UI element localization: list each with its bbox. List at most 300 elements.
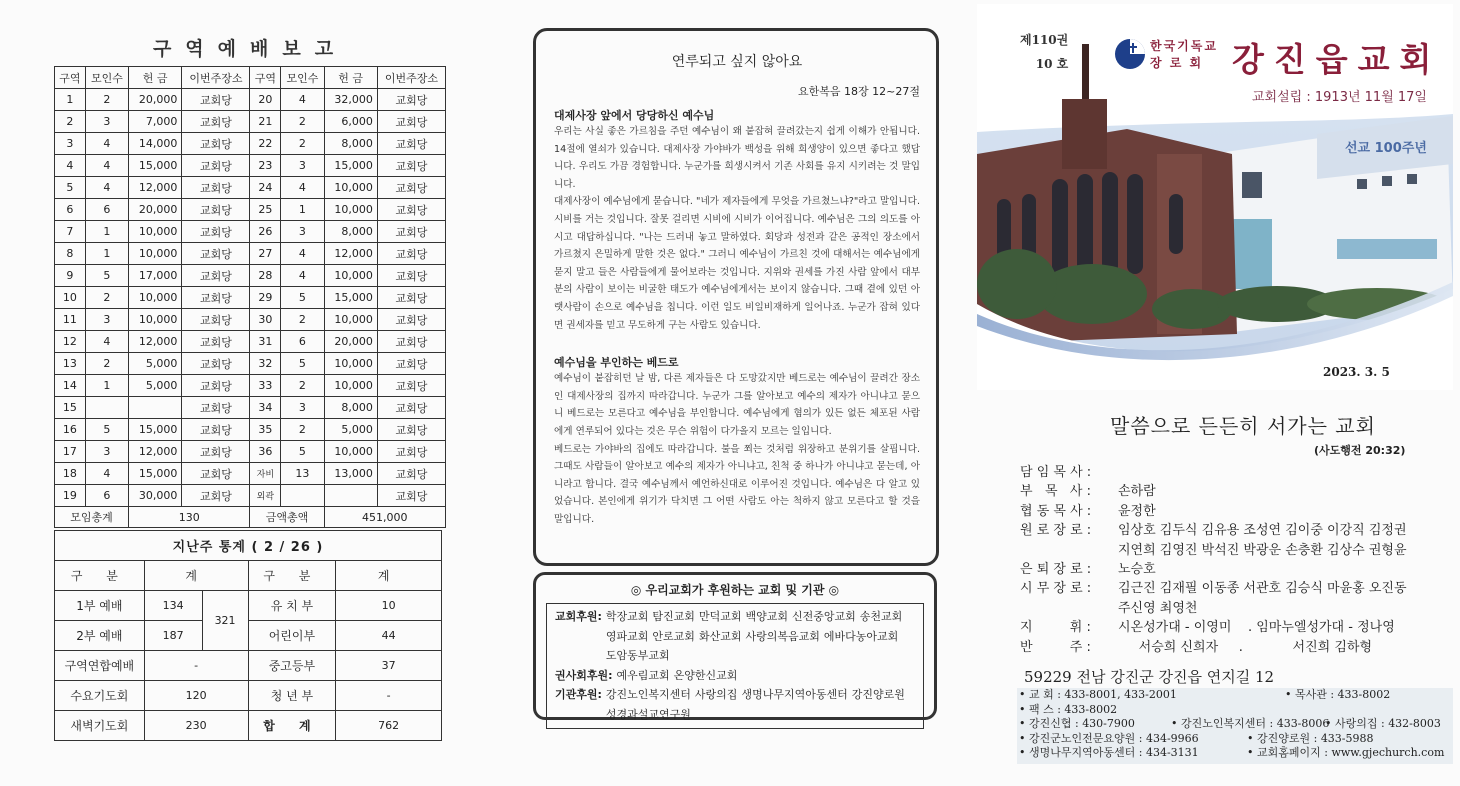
table-cell: 교회당 <box>182 221 250 243</box>
table-cell: 교회당 <box>377 375 445 397</box>
table-cell: 2 <box>85 287 128 309</box>
stats-row <box>55 621 442 651</box>
church-address: 59229 전남 강진군 강진읍 연지길 12 <box>1024 668 1275 686</box>
table-cell: 10,000 <box>129 221 182 243</box>
table-cell: 32 <box>250 353 281 375</box>
table-cell: 5 <box>281 287 324 309</box>
table-cell: 20,000 <box>324 331 377 353</box>
table-cell: 2 <box>85 89 128 111</box>
support-item: 강진노인복지센터 <box>605 688 691 701</box>
district-report-title: 구역예배보고 <box>152 38 348 60</box>
table-cell: 교회당 <box>377 177 445 199</box>
staff-names: 윤정한 <box>1118 503 1156 519</box>
staff-names: 임상호 김두식 김유용 조성연 김이중 이강직 김정권 <box>1118 523 1407 539</box>
table-cell: 외곽 <box>250 485 281 507</box>
support-list <box>546 603 924 729</box>
table-cell: 10 <box>55 287 86 309</box>
stats-value: 230 <box>144 711 248 741</box>
staff-row <box>1020 638 1460 657</box>
table-cell: 교회당 <box>377 243 445 265</box>
header-cell: 헌 금 <box>324 67 377 89</box>
staff-names: 노승호 <box>1118 562 1156 578</box>
table-cell: 25 <box>250 199 281 221</box>
table-cell: 교회당 <box>182 441 250 463</box>
stats-label: 청 년 부 <box>248 681 336 711</box>
table-cell: 17 <box>55 441 86 463</box>
table-cell: 7,000 <box>129 111 182 133</box>
support-item: 도암동부교회 <box>605 649 670 662</box>
table-cell: 교회당 <box>182 485 250 507</box>
table-cell: 19 <box>55 485 86 507</box>
table-cell: 교회당 <box>182 155 250 177</box>
stats-value: - <box>336 681 442 711</box>
table-row <box>55 353 446 375</box>
stats-row <box>55 651 442 681</box>
table-cell: 1 <box>85 221 128 243</box>
table-cell: 12,000 <box>129 177 182 199</box>
header-cell: 헌 금 <box>129 67 182 89</box>
contact-manse: • 목사관 : 433-8002 <box>1285 688 1391 701</box>
table-cell: 1 <box>85 375 128 397</box>
stats-header: 계 <box>336 561 442 591</box>
sermon-paragraph: 우리는 사실 좋은 가르침을 주던 예수님이 왜 붙잡혀 끌려갔는지 쉽게 이해가 안됩니다. 14절에 열쇠가 있습니다. 대제사장 가야바가 백성을 위해 희생양이 있으면 좋다고 했답니다. 우리도 가끔 경험합니다. 누군가를 희생시켜서 기존 사회를 유지 시키려는 것 말입니다. <box>554 126 920 190</box>
stats-value: 44 <box>336 621 442 651</box>
stats-value: 762 <box>336 711 442 741</box>
table-row <box>55 89 446 111</box>
staff-names: 지연희 김영진 박석진 박광운 손충환 김상수 권형윤 <box>1118 542 1407 558</box>
stats-label: 어린이부 <box>248 621 336 651</box>
table-cell: 12 <box>55 331 86 353</box>
staff-names: 손하람 <box>1118 484 1156 500</box>
table-row <box>55 133 446 155</box>
table-cell: 교회당 <box>377 265 445 287</box>
table-cell: 10,000 <box>324 265 377 287</box>
contact-row <box>1019 732 1453 747</box>
table-cell: 16 <box>55 419 86 441</box>
header-cell: 이번주장소 <box>182 67 250 89</box>
support-item: 사랑의복음교회 <box>745 629 820 643</box>
table-cell: 10,000 <box>324 309 377 331</box>
table-cell: 5 <box>281 353 324 375</box>
table-cell: 교회당 <box>182 331 250 353</box>
table-cell: 21 <box>250 111 281 133</box>
stats-row <box>55 681 442 711</box>
sermon-reference: 요한복음 18장 12~27절 <box>798 85 920 98</box>
table-cell: 4 <box>281 243 324 265</box>
stats-value: 37 <box>336 651 442 681</box>
table-cell: 4 <box>281 89 324 111</box>
table-cell: 3 <box>281 155 324 177</box>
staff-list <box>1020 463 1460 657</box>
contact-sinhyeop: • 강진신협 : 430-7900 <box>1019 717 1135 731</box>
table-cell: 20,000 <box>129 89 182 111</box>
table-cell: 10,000 <box>324 441 377 463</box>
weekly-stats-table <box>54 530 442 741</box>
table-cell: 5 <box>85 265 128 287</box>
table-cell: 15,000 <box>129 463 182 485</box>
header-cell: 모인수 <box>281 67 324 89</box>
staff-names: 시온성가대 - 이영미 . 임마누엘성가대 - 정나영 <box>1118 620 1395 636</box>
stats-row <box>55 711 442 741</box>
photo-sign-text: 선교 100주년 <box>1345 141 1427 156</box>
table-cell: 5,000 <box>129 353 182 375</box>
table-row <box>55 265 446 287</box>
staff-role: 은 퇴 장 로 : <box>1020 562 1092 578</box>
table-cell: 8,000 <box>324 397 377 419</box>
stats-label: 수요기도회 <box>55 681 145 711</box>
table-cell: 3 <box>281 397 324 419</box>
staff-names: 김근진 김재필 이동종 서관호 김승식 마윤홍 오진동 <box>1118 581 1407 597</box>
table-row <box>55 199 446 221</box>
table-row <box>55 287 446 309</box>
table-cell: 교회당 <box>182 265 250 287</box>
sermon-paragraph: 베드로는 가야바의 집에도 따라갑니다. 불을 쬐는 것처럼 위장하고 분위기를 살핍니다. 그때도 사람들이 알아보고 예수의 제자가 아니냐고, 친척 중 하나가 아니냐고 묻는데, 아니라고 합니다. 결국 예수님께서 예언하신대로 이루어진 것입니다. 예수님은 다 알고 있었습니다. 본인에게 위기가 닥치면 그 어떤 사람도 아는 척하지 않고 모른다고 할 것을 말입니다. <box>554 443 920 525</box>
stats-header: 구 분 <box>248 561 336 591</box>
table-cell: 20 <box>250 89 281 111</box>
support-item: 신전중앙교회 <box>791 610 856 623</box>
staff-role: 담 임 목 사 : <box>1020 465 1092 480</box>
stats-label: 2부 예배 <box>55 621 145 651</box>
table-cell: 15,000 <box>129 419 182 441</box>
bulletin-date: 2023. 3. 5 <box>1323 365 1390 379</box>
table-cell: 교회당 <box>182 89 250 111</box>
table-cell: 15,000 <box>129 155 182 177</box>
support-item: 강진양로원 <box>851 688 905 701</box>
staff-role: 부 목 사 : <box>1020 484 1091 500</box>
table-row <box>55 177 446 199</box>
table-cell: 28 <box>250 265 281 287</box>
support-label: 기관후원: <box>555 688 602 701</box>
motto-reference: (사도행전 20:32) <box>1314 444 1406 457</box>
stats-label: 1부 예배 <box>55 591 145 621</box>
table-cell: 교회당 <box>377 133 445 155</box>
table-cell: 4 <box>281 265 324 287</box>
table-cell: 2 <box>281 309 324 331</box>
contact-elder-home: • 강진양로원 : 433-5988 <box>1247 731 1374 745</box>
table-cell <box>324 485 377 507</box>
table-cell: 5 <box>281 441 324 463</box>
staff-role <box>1020 541 1118 560</box>
table-cell: 12,000 <box>129 441 182 463</box>
sermon-section-heading: 대제사장 앞에서 당당하신 예수님 <box>554 109 715 122</box>
support-title: ◎ 우리교회가 후원하는 교회 및 기관 ◎ <box>630 583 840 597</box>
table-cell: 교회당 <box>377 287 445 309</box>
table-row <box>55 331 446 353</box>
table-cell: 3 <box>85 441 128 463</box>
table-cell: 15 <box>55 397 86 419</box>
table-cell: 33 <box>250 375 281 397</box>
stats-value: 120 <box>144 681 248 711</box>
founded-date: 교회설립 : 1913년 11월 17일 <box>1252 90 1427 105</box>
table-cell: 12,000 <box>129 331 182 353</box>
stats-value: 10 <box>336 591 442 621</box>
table-cell: 1 <box>281 199 324 221</box>
table-cell: 3 <box>85 309 128 331</box>
contact-row <box>1019 746 1453 761</box>
table-cell: 교회당 <box>182 111 250 133</box>
table-cell: 1 <box>55 89 86 111</box>
table-row <box>55 463 446 485</box>
table-cell: 6 <box>85 199 128 221</box>
table-cell: 4 <box>85 177 128 199</box>
staff-role: 협 동 목 사 : <box>1020 503 1092 519</box>
table-cell <box>281 485 324 507</box>
staff-row <box>1020 482 1460 501</box>
table-cell: 4 <box>85 133 128 155</box>
contact-homepage: • 교회홈페이지 : www.gjechurch.com <box>1247 746 1445 760</box>
table-cell: 교회당 <box>377 331 445 353</box>
table-row <box>55 419 446 441</box>
header-cell: 모인수 <box>85 67 128 89</box>
contact-tree-center: • 생명나무지역아동센터 : 434-3131 <box>1019 746 1199 760</box>
table-cell: 26 <box>250 221 281 243</box>
staff-names <box>1118 463 1460 482</box>
table-cell: 10,000 <box>324 375 377 397</box>
table-header-row <box>55 67 446 89</box>
volume-issue <box>1020 28 1068 76</box>
staff-role: 시 무 장 로 : <box>1020 581 1092 597</box>
total-count: 130 <box>129 507 250 528</box>
stats-value: - <box>144 651 248 681</box>
table-cell: 15,000 <box>324 155 377 177</box>
table-cell: 32,000 <box>324 89 377 111</box>
stats-label: 구역연합예배 <box>55 651 145 681</box>
support-item: 온양한신교회 <box>673 668 738 682</box>
support-row-deacon <box>555 666 917 686</box>
table-cell: 3 <box>85 111 128 133</box>
table-cell: 31 <box>250 331 281 353</box>
table-cell: 교회당 <box>182 199 250 221</box>
table-cell: 교회당 <box>377 419 445 441</box>
contact-love-house: • 사랑의집 : 432-8003 <box>1325 717 1441 731</box>
table-total-row <box>55 507 446 528</box>
table-cell: 35 <box>250 419 281 441</box>
table-cell: 교회당 <box>377 441 445 463</box>
support-org-list <box>602 685 917 724</box>
table-cell: 2 <box>281 133 324 155</box>
support-item: 안로교회 <box>652 629 695 643</box>
table-cell: 14,000 <box>129 133 182 155</box>
stats-label: 새벽기도회 <box>55 711 145 741</box>
staff-row <box>1020 502 1460 521</box>
table-cell: 2 <box>281 419 324 441</box>
denomination <box>1150 38 1218 72</box>
table-cell <box>129 397 182 419</box>
support-item: 영파교회 <box>605 629 649 643</box>
table-row <box>55 441 446 463</box>
stats-header: 구 분 <box>55 561 145 591</box>
support-label: 권사회후원: <box>555 668 613 682</box>
header-cell: 이번주장소 <box>377 67 445 89</box>
table-cell: 34 <box>250 397 281 419</box>
table-cell: 5 <box>55 177 86 199</box>
staff-row <box>1020 541 1460 560</box>
table-row <box>55 485 446 507</box>
staff-row <box>1020 618 1460 637</box>
support-row-orgs <box>555 685 917 724</box>
contact-row <box>1019 717 1453 732</box>
stats-value: 134 <box>144 591 202 621</box>
support-item: 학장교회 <box>605 610 649 623</box>
table-cell: 17,000 <box>129 265 182 287</box>
staff-names: 서승희 신희자 . 서진희 김하형 <box>1118 639 1373 655</box>
staff-role: 지 휘 : <box>1020 620 1091 636</box>
support-label: 교회후원: <box>555 610 602 623</box>
header-cell: 구역 <box>250 67 281 89</box>
total-amount: 451,000 <box>324 507 446 528</box>
table-cell: 교회당 <box>182 353 250 375</box>
table-row <box>55 309 446 331</box>
table-cell: 교회당 <box>377 89 445 111</box>
table-cell: 5,000 <box>129 375 182 397</box>
table-cell: 13 <box>55 353 86 375</box>
table-cell: 13 <box>281 463 324 485</box>
sermon-paragraph: 예수님이 붙잡히던 날 밤, 다른 제자들은 다 도망갔지만 베드로는 예수님이 끌려간 장소인 대제사장의 집까지 따라갑니다. 누군가 그를 알아보고 예수의 제자가 아니냐고 묻으니 베드로는 모른다고 예수님을 부인합니다. 예수님에게 혐의가 있든 없든 체포된 사람에게 연루되어 있다는 것은 무슨 위험이 다가올지 모르는 일입니다. <box>554 373 920 437</box>
table-cell: 29 <box>250 287 281 309</box>
church-logo-icon <box>1114 38 1146 70</box>
sermon-box <box>533 28 939 566</box>
contact-nursing: • 강진군노인전문요양원 : 434-9966 <box>1019 731 1199 745</box>
table-cell: 3 <box>281 221 324 243</box>
table-cell: 4 <box>85 331 128 353</box>
church-motto: 말씀으로 든든히 서가는 교회 <box>1110 414 1376 438</box>
church-name: 강진읍교회 <box>1232 40 1442 79</box>
sermon-title: 연루되고 싶지 않아요 <box>671 54 803 70</box>
table-cell: 11 <box>55 309 86 331</box>
stats-caption: 지난주 통계 ( 2 / 26 ) <box>55 531 442 561</box>
table-cell: 2 <box>281 111 324 133</box>
contact-info <box>1017 688 1453 764</box>
support-item: 탐진교회 <box>652 610 695 623</box>
table-cell: 30,000 <box>129 485 182 507</box>
staff-role: 반 주 : <box>1020 639 1091 655</box>
table-row <box>55 397 446 419</box>
support-item: 만덕교회 <box>698 610 742 623</box>
staff-role: 원 로 장 로 : <box>1020 523 1092 539</box>
stats-header-row <box>55 561 442 591</box>
table-cell: 15,000 <box>324 287 377 309</box>
table-cell: 교회당 <box>377 155 445 177</box>
table-cell: 10,000 <box>324 353 377 375</box>
table-cell: 3 <box>55 133 86 155</box>
table-cell: 교회당 <box>182 419 250 441</box>
stats-caption-row <box>55 531 442 561</box>
support-box <box>533 572 937 720</box>
denomination-line: 장 로 회 <box>1150 56 1204 70</box>
table-cell: 2 <box>55 111 86 133</box>
table-cell: 교회당 <box>377 221 445 243</box>
table-cell: 23 <box>250 155 281 177</box>
table-cell: 교회당 <box>182 287 250 309</box>
table-cell: 교회당 <box>377 463 445 485</box>
staff-row <box>1020 579 1460 598</box>
support-item: 생명나무지역아동센터 <box>741 688 848 701</box>
support-item: 송천교회 <box>859 610 903 623</box>
support-item: 에바다농아교회 <box>823 629 899 643</box>
stats-row <box>55 591 442 621</box>
table-cell: 4 <box>281 177 324 199</box>
denomination-line: 한국기독교 <box>1150 39 1218 53</box>
table-cell: 교회당 <box>182 463 250 485</box>
table-cell: 20,000 <box>129 199 182 221</box>
table-cell: 27 <box>250 243 281 265</box>
table-cell: 교회당 <box>182 397 250 419</box>
table-cell: 14 <box>55 375 86 397</box>
table-cell: 8,000 <box>324 221 377 243</box>
table-row <box>55 111 446 133</box>
table-cell: 교회당 <box>377 485 445 507</box>
volume-number: 제110권 <box>1020 33 1069 47</box>
table-cell: 12,000 <box>324 243 377 265</box>
table-cell: 교회당 <box>182 133 250 155</box>
support-item: 성경과설교연구원 <box>605 707 691 721</box>
table-cell: 자비 <box>250 463 281 485</box>
contact-welfare: • 강진노인복지센터 : 433-8006 <box>1171 717 1330 731</box>
table-cell: 10,000 <box>129 309 182 331</box>
table-row <box>55 221 446 243</box>
stats-service-sum: 321 <box>202 591 248 651</box>
table-cell: 5,000 <box>324 419 377 441</box>
support-item: 사랑의집 <box>694 688 738 701</box>
table-cell: 4 <box>85 463 128 485</box>
support-item: 예우림교회 <box>616 668 670 682</box>
support-deacon-list <box>613 666 738 686</box>
staff-row <box>1020 599 1460 618</box>
total-label: 모임총계 <box>55 507 129 528</box>
table-cell: 10,000 <box>324 199 377 221</box>
table-cell: 22 <box>250 133 281 155</box>
sermon-section-heading: 예수님을 부인하는 베드로 <box>554 356 679 370</box>
staff-row <box>1020 560 1460 579</box>
table-cell: 7 <box>55 221 86 243</box>
table-cell: 30 <box>250 309 281 331</box>
contact-fax: • 팩 스 : 433-8002 <box>1019 702 1118 716</box>
table-cell: 10,000 <box>129 243 182 265</box>
table-row <box>55 155 446 177</box>
header-cell: 구역 <box>55 67 86 89</box>
table-cell: 6 <box>55 199 86 221</box>
table-cell: 1 <box>85 243 128 265</box>
table-cell: 교회당 <box>182 309 250 331</box>
table-cell: 교회당 <box>377 397 445 419</box>
table-row <box>55 243 446 265</box>
staff-role <box>1020 599 1118 618</box>
staff-row <box>1020 463 1460 482</box>
table-cell: 9 <box>55 265 86 287</box>
stats-value: 187 <box>144 621 202 651</box>
table-cell: 교회당 <box>182 243 250 265</box>
contact-church-phone: • 교 회 : 433-8001, 433-2001 <box>1019 688 1177 701</box>
table-cell: 4 <box>55 155 86 177</box>
table-cell: 10,000 <box>129 287 182 309</box>
stats-label: 합 계 <box>248 711 336 741</box>
support-church-list <box>602 607 917 666</box>
table-cell: 24 <box>250 177 281 199</box>
support-item: 화산교회 <box>698 629 742 643</box>
table-cell: 교회당 <box>377 309 445 331</box>
table-cell: 8,000 <box>324 133 377 155</box>
support-row-churches <box>555 607 917 666</box>
table-cell: 2 <box>281 375 324 397</box>
table-cell: 10,000 <box>324 177 377 199</box>
district-report-table <box>54 66 446 528</box>
support-item: 백양교회 <box>745 610 788 623</box>
issue-number: 10 호 <box>1035 57 1069 71</box>
table-cell: 교회당 <box>377 199 445 221</box>
total-amount-label: 금액총액 <box>250 507 324 528</box>
stats-label: 유 치 부 <box>248 591 336 621</box>
contact-row <box>1019 688 1453 703</box>
